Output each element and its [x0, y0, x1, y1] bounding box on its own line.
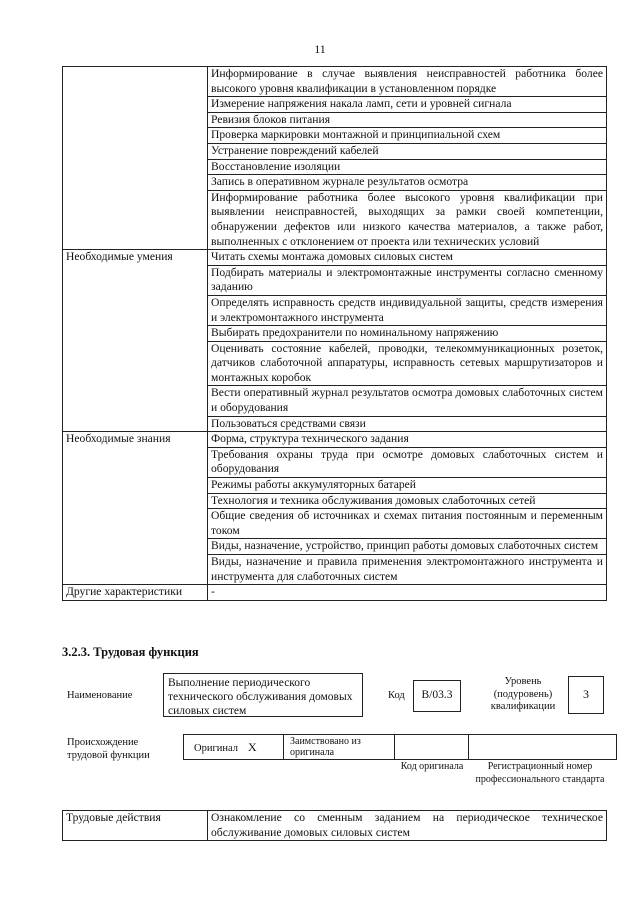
- row-item: Требования охраны труда при осмотре домовых слаботочных систем и оборудования: [208, 447, 607, 477]
- qualification-level-value: 3: [568, 676, 604, 714]
- function-origin-label: Происхождение трудовой функции: [67, 737, 150, 761]
- qualification-level-label: Уровень (подуровень) квалификации: [490, 676, 556, 712]
- row-category: Необходимые умения: [63, 250, 208, 432]
- row-category: [63, 67, 208, 250]
- code-original-cell: [395, 735, 469, 759]
- row-item: Пользоваться средствами связи: [208, 416, 607, 432]
- actions-label: Трудовые действия: [63, 811, 208, 841]
- row-item: Проверка маркировки монтажной и принципиальной схем: [208, 128, 607, 144]
- borrowed-label: Заимствовано из оригинала: [284, 735, 395, 759]
- table-row: [63, 250, 607, 266]
- row-item: Читать схемы монтажа домовых силовых систем: [208, 250, 607, 266]
- reg-number-label: Регистрационный номер профессионального стандарта: [475, 761, 605, 785]
- reg-number-cell: [469, 735, 616, 759]
- row-item: Оценивать состояние кабелей, проводки, телекоммуникационных розеток, датчиков слаботочной аппаратуры, исправность сетевых маршрутизаторов и монтажных коробок: [208, 341, 607, 386]
- row-item: Запись в оперативном журнале результатов осмотра: [208, 175, 607, 191]
- row-item: Подбирать материалы и электромонтажные инструменты согласно сменному заданию: [208, 265, 607, 295]
- origin-row: [183, 734, 617, 760]
- row-item: -: [208, 585, 607, 601]
- row-item: Режимы работы аккумуляторных батарей: [208, 478, 607, 494]
- section-heading: 3.2.3. Трудовая функция: [62, 645, 199, 659]
- row-item: Технология и техника обслуживания домовых слаботочных сетей: [208, 493, 607, 509]
- row-item: Информирование в случае выявления неисправностей работника более высокого уровня квалификации в установленном порядке: [208, 67, 607, 97]
- row-item: Виды, назначение и правила применения электромонтажного инструмента и инструмента для слаботочных систем: [208, 555, 607, 585]
- row-item: Ревизия блоков питания: [208, 112, 607, 128]
- row-item: Измерение напряжения накала ламп, сети и уровней сигнала: [208, 97, 607, 113]
- row-item: Устранение повреждений кабелей: [208, 143, 607, 159]
- row-item: Информирование работника более высокого уровня квалификации при выявлении неисправностей, выходящих за рамки своей компетенции, обнаружении дефектов или низкого качества материалов, а также работ, выполненных с отклонением от проекта или технических условий: [208, 190, 607, 249]
- table-row: [63, 432, 607, 448]
- row-item: Вести оперативный журнал результатов осмотра домовых слаботочных систем и оборудования: [208, 386, 607, 416]
- row-item: Форма, структура технического задания: [208, 432, 607, 448]
- table-row: [63, 67, 607, 97]
- row-category: Другие характеристики: [63, 585, 208, 601]
- row-item: Восстановление изоляции: [208, 159, 607, 175]
- original-label: Оригинал: [194, 743, 238, 754]
- page-number: 11: [314, 42, 326, 56]
- function-name-label: Наименование: [67, 690, 133, 701]
- row-item: Определять исправность средств индивидуальной защиты, средств измерения и электромонтажного инструмента: [208, 295, 607, 325]
- actions-table: [62, 810, 607, 841]
- row-item: Виды, назначение, устройство, принцип работы домовых слаботочных систем: [208, 539, 607, 555]
- actions-item: Ознакомление со сменным заданием на периодическое техническое обслуживание домовых силовых систем: [208, 811, 607, 841]
- function-code-label: Код: [388, 690, 405, 701]
- original-cell: [184, 735, 284, 759]
- code-original-label: Код оригинала: [400, 761, 464, 772]
- competency-table: [62, 66, 607, 601]
- function-code-value: B/03.3: [413, 680, 461, 712]
- function-name-value: Выполнение периодического технического обслуживания домовых силовых систем: [163, 673, 363, 717]
- table-row: [63, 811, 607, 841]
- row-item: Общие сведения об источниках и схемах питания постоянным и переменным током: [208, 509, 607, 539]
- row-item: Выбирать предохранители по номинальному напряжению: [208, 326, 607, 342]
- original-mark: X: [248, 740, 257, 754]
- table-row: [63, 585, 607, 601]
- row-category: Необходимые знания: [63, 432, 208, 585]
